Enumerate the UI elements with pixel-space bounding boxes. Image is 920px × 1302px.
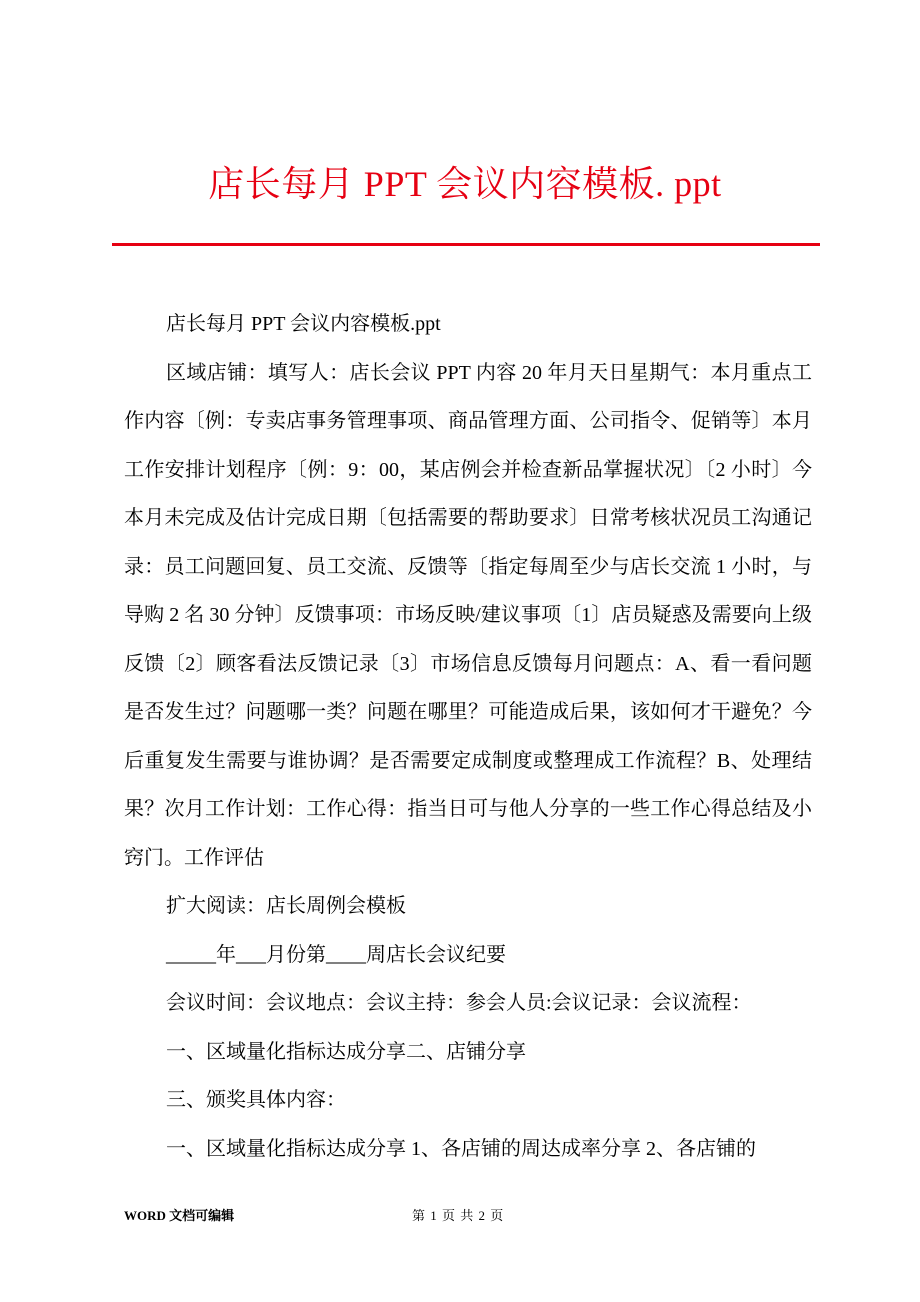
paragraph-heading: 店长每月 PPT 会议内容模板.ppt [166,313,441,335]
paragraph-section-1: 一、区域量化指标达成分享 1、各店铺的周达成率分享 2、各店铺的 [166,1137,756,1160]
paragraph-agenda-3: 三、颁奖具体内容： [166,1089,346,1111]
paragraph-extended-reading: 扩大阅读：店长周例会模板 [166,895,406,917]
title-divider [112,243,820,246]
paragraph-main-content: 区域店铺：填写人：店长会议 PPT 内容 20 年月天日星期气：本月重点工作内容〔例：专卖店事务管理事项、商品管理方面、公司指令、促销等〕本月工作安排计划程序〔例：9：00，某店例会并检查新品掌握状况〕〔2 小时〕今本月未完成及估计完成日期〔包括需要的帮助要求〕日常考核状况员工沟通记录：员工问题回复、员工交流、反馈等〔指定每周至少与店长交流 1 小时，与导购 2 名 30 分钟〕反馈事项：市场反映/建议事项〔1〕店员疑惑及需要向上级反馈〔2〕顾客看法反馈记录〔3〕市场信息反馈每月问题点：A、看一看问题是否发生过？问题哪一类？问题在哪里？可能造成后果，该如何才干避免？今后重复发生需要与谁协调？是否需要定成制度或整理成工作流程？B、处理结果？次月工作计划：工作心得：指当日可与他人分享的一些工作心得总结及小窍门。工作评估 [124,361,812,869]
footer-editable-note: WORD 文档可编辑 [124,1208,235,1223]
paragraph-agenda-1: 一、区域量化指标达成分享二、店铺分享 [166,1040,526,1063]
footer-page-number: 第 1 页 共 2 页 [412,1208,505,1223]
document-title: 店长每月 PPT 会议内容模板. ppt [208,164,722,204]
paragraph-minutes-title: _____年___月份第____周店长会议纪要 [166,943,506,966]
document-body [124,300,812,1173]
paragraph-meeting-info: 会议时间：会议地点：会议主持：参会人员:会议记录：会议流程： [166,992,752,1014]
